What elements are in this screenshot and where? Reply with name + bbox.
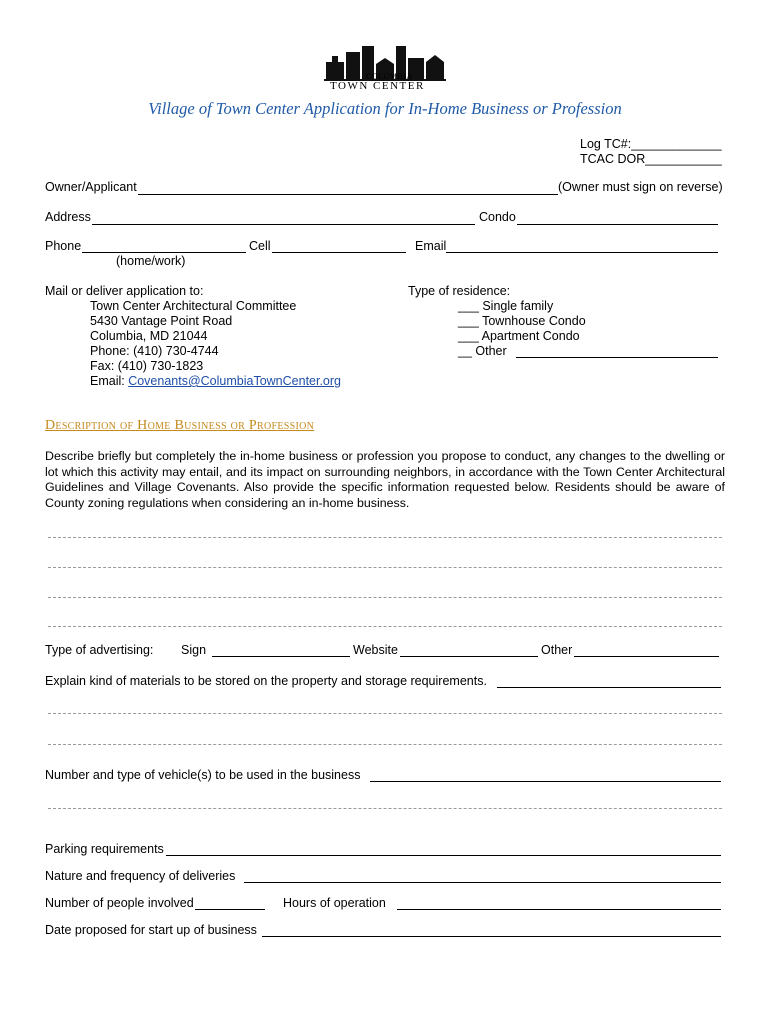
owner-input-line[interactable] [138,194,558,195]
people-label: Number of people involved [45,896,194,910]
parking-label: Parking requirements [45,842,164,856]
tcac-dor-field[interactable]: TCAC DOR___________ [580,152,722,166]
people-input-line[interactable] [195,909,265,910]
residence-option-apartment[interactable]: ___ Apartment Condo [458,329,580,343]
mail-line: Fax: (410) 730-1823 [90,359,204,373]
advertising-website-label: Website [353,643,398,657]
vehicles-input-line[interactable] [370,781,721,782]
deliveries-input-line[interactable] [244,882,721,883]
condo-label: Condo [479,210,516,224]
startup-input-line[interactable] [262,936,721,937]
vehicles-label: Number and type of vehicle(s) to be used in the business [45,768,361,782]
startup-label: Date proposed for start up of business [45,923,257,937]
residence-heading: Type of residence: [408,284,511,298]
mail-line: 5430 Vantage Point Road [90,314,233,328]
owner-note: (Owner must sign on reverse) [558,180,723,194]
description-answer-line[interactable] [48,537,722,538]
parking-input-line[interactable] [166,855,721,856]
residence-option-single-family[interactable]: ___ Single family [458,299,554,313]
mail-email-link[interactable]: Covenants@ColumbiaTownCenter.org [128,374,342,388]
materials-answer-line[interactable] [48,744,722,745]
residence-other-input-line[interactable] [516,357,718,358]
town-center-logo [322,42,448,92]
residence-option-townhouse[interactable]: ___ Townhouse Condo [458,314,586,328]
phone-sublabel: (home/work) [116,254,186,268]
mail-line: Town Center Architectural Committee [90,299,297,313]
mail-line: Phone: (410) 730-4744 [90,344,219,358]
description-text: Describe briefly but completely the in-home business or profession you propose to conduct, any changes to the dwelling or lot which this activity may entail, and its impact on surrounding neighbors, in accordance with the Town Center Architectural Guidelines and Village Covenants. Also provide the specific information requested below. Residents should be aware of County zoning regulations when considering an in-home business. [45,449,725,510]
description-answer-line[interactable] [48,567,722,568]
residence-option-other[interactable]: __ Other [458,344,507,358]
advertising-other-label: Other [541,643,573,657]
mail-email-prefix: Email: [90,374,129,388]
materials-answer-line[interactable] [48,713,722,714]
deliveries-label: Nature and frequency of deliveries [45,869,236,883]
advertising-sign-line[interactable] [212,656,350,657]
description-answer-line[interactable] [48,597,722,598]
log-tc-field[interactable]: Log TC#:_____________ [580,137,722,151]
address-label: Address [45,210,91,224]
condo-input-line[interactable] [517,224,718,225]
hours-input-line[interactable] [397,909,721,910]
advertising-label: Type of advertising: [45,643,154,657]
phone-input-line[interactable] [82,252,246,253]
mail-heading: Mail or deliver application to: [45,284,204,298]
hours-label: Hours of operation [283,896,386,910]
email-input-line[interactable] [446,252,718,253]
address-input-line[interactable] [92,224,475,225]
phone-label: Phone [45,239,82,253]
advertising-other-line[interactable] [574,656,719,657]
advertising-website-line[interactable] [400,656,538,657]
logo-top-text: COLUMBIA [366,72,413,81]
mail-line: Columbia, MD 21044 [90,329,208,343]
mail-email-row [90,374,341,388]
vehicles-answer-line[interactable] [48,808,722,809]
page-title: Village of Town Center Application for In-Home Business or Profession [148,99,622,118]
cell-label: Cell [249,239,271,253]
email-label: Email [415,239,447,253]
cell-input-line[interactable] [272,252,406,253]
owner-label: Owner/Applicant [45,180,137,194]
materials-input-line[interactable] [497,687,721,688]
logo-bottom-text: TOWN CENTER [330,80,425,92]
description-answer-line[interactable] [48,626,722,627]
description-heading: Description of Home Business or Profession [45,418,315,433]
advertising-sign-label: Sign [181,643,207,657]
materials-label: Explain kind of materials to be stored on the property and storage requirements. [45,674,487,688]
